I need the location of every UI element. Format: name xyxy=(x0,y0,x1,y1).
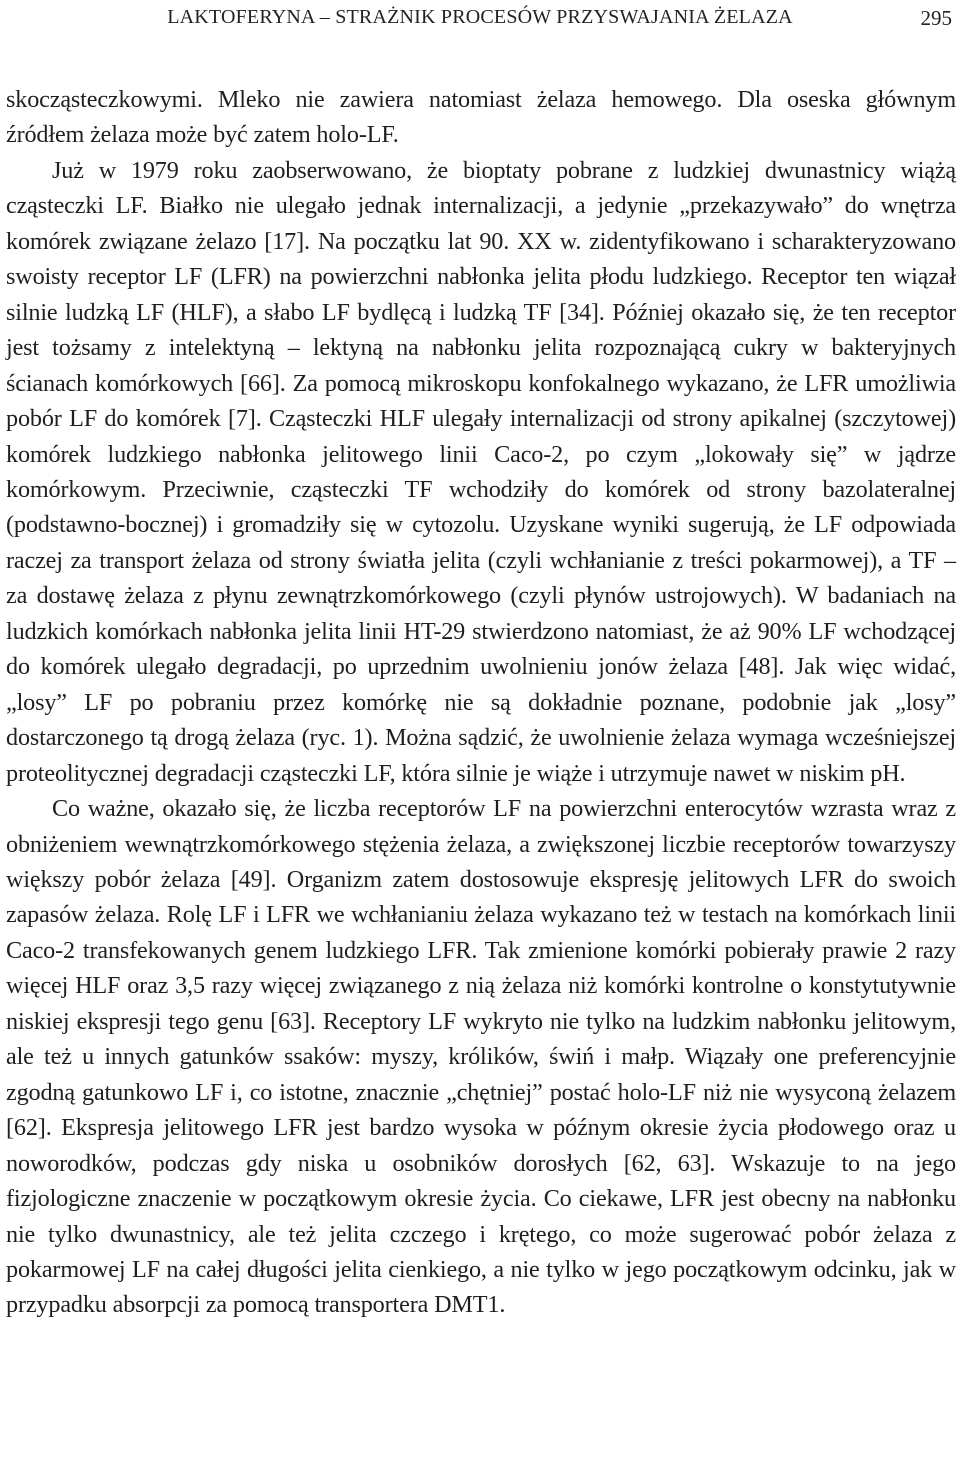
body-text xyxy=(6,82,956,1323)
running-title: LAKTOFERYNA – STRAŻNIK PROCESÓW PRZYSWAJANIA ŻELAZA xyxy=(167,6,793,28)
running-header xyxy=(0,4,960,38)
paragraph-lfr-history: Już w 1979 roku zaobserwowano, że bioptaty pobrane z ludzkiej dwunastnicy wiążą cząsteczki LF. Białko nie ulegało jednak internalizacji, a jedynie „przekazywało” do wnętrza komórek związane żelazo [17]. Na początku lat 90. XX w. zidentyfikowano i scharakteryzowano swoisty receptor LF (LFR) na powierzchni nabłonka jelita płodu ludzkiego. Receptor ten wiązał silnie ludzką LF (HLF), a słabo LF bydlęcą i ludzką TF [34]. Później okazało się, że ten receptor jest tożsamy z intelektyną – lektyną na nabłonku jelita rozpoznającą cukry w bakteryjnych ścianach komórkowych [66]. Za pomocą mikroskopu konfokalnego wykazano, że LFR umożliwia pobór LF do komórek [7]. Cząsteczki HLF ulegały internalizacji od strony apikalnej (szczytowej) komórek ludzkiego nabłonka jelitowego linii Caco-2, po czym „lokowały się” w jądrze komórkowym. Przeciwnie, cząsteczki TF wchodziły do komórek od strony bazolateralnej (podstawno-bocznej) i gromadziły się w cytozolu. Uzyskane wyniki sugerują, że LF odpowiada raczej za transport żelaza od strony światła jelita (czyli wchłanianie z treści pokarmowej), a TF – za dostawę żelaza z płynu zewnątrzkomórkowego (czyli płynów ustrojowych). W badaniach na ludzkich komórkach nabłonka jelita linii HT-29 stwierdzono natomiast, że aż 90% LF wchodzącej do komórek ulegało degradacji, po uprzednim uwolnieniu jonów żelaza [48]. Jak więc widać, „losy” LF po pobraniu przez komórkę nie są dokładnie poznane, podobnie jak „losy” dostarczonego tą drogą żelaza (ryc. 1). Można sądzić, że uwolnienie żelaza wymaga wcześniejszej proteolitycznej degradacji cząsteczki LF, która silnie je wiąże i utrzymuje nawet w niskim pH. xyxy=(6,156,956,787)
paragraph-receptor-expression: Co ważne, okazało się, że liczba receptorów LF na powierzchni enterocytów wzrasta wraz z obniżeniem wewnątrzkomórkowego stężenia żelaza, a zwiększonej liczbie receptorów towarzyszy większy pobór żelaza [49]. Organizm zatem dostosowuje ekspresję jelitowych LFR do swoich zapasów żelaza. Rolę LF i LFR we wchłanianiu żelaza wykazano też w testach na komórkach linii Caco-2 transfekowanych genem ludzkiego LFR. Tak zmienione komórki pobierały prawie 2 razy więcej HLF oraz 3,5 razy więcej związanego z nią żelaza niż komórki kontrolne o konstytutywnie niskiej ekspresji tego genu [63]. Receptory LF wykryto nie tylko na ludzkim nabłonku jelitowym, ale też u innych gatunków ssaków: myszy, królików, świń i małp. Wiązały one preferencyjnie zgodną gatunkowo LF i, co istotne, znacznie „chętniej” postać holo-LF niż nie wysyconą żelazem [62]. Ekspresja jelitowego LFR jest bardzo wysoka w późnym okresie życia płodowego oraz u noworodków, podczas gdy niska u osobników dorosłych [62, 63]. Wskazuje to na jego fizjologiczne znaczenie w początkowym okresie życia. Co ciekawe, LFR jest obecny na nabłonku nie tylko dwunastnicy, ale też jelita czczego i krętego, co może sugerować pobór żelaza z pokarmowej LF na całej długości jelita cienkiego, a nie tylko w jego początkowym odcinku, jak w przypadku absorpcji za pomocą transportera DMT1. xyxy=(6,795,956,1319)
paragraph-continuation: skocząsteczkowymi. Mleko nie zawiera natomiast żelaza hemowego. Dla oseska głównym źródłem żelaza może być zatem holo-LF. xyxy=(6,86,956,149)
page-number: 295 xyxy=(920,6,952,30)
